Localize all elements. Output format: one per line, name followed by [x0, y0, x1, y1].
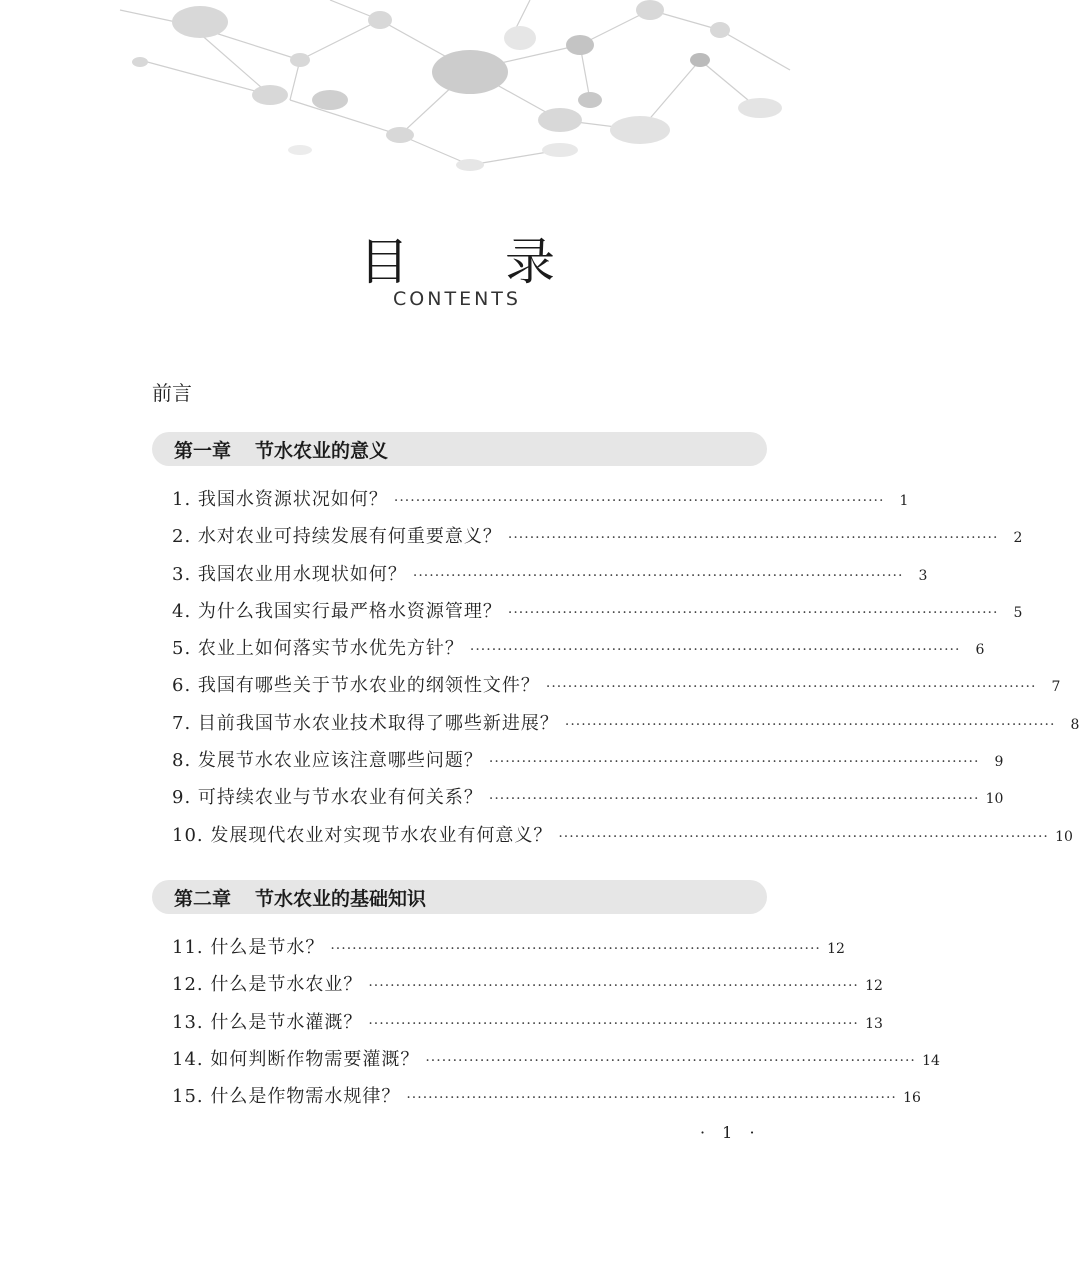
dot-leader: ·························································································· [330, 941, 821, 957]
toc-page-number: 12 [865, 978, 883, 995]
chapter-name: 节水农业的基础知识 [255, 887, 427, 910]
toc-item-text: 2. 水对农业可持续发展有何重要意义？ [172, 526, 502, 548]
page-subtitle: CONTENTS [393, 288, 521, 310]
dot-leader: ·························································································· [368, 978, 859, 995]
toc-page-number: 8 [1070, 716, 1079, 733]
dot-leader: ·························································································· [412, 567, 904, 584]
dot-leader: ·························································································· [545, 679, 1037, 696]
toc-page-number: 1 [899, 493, 909, 509]
toc-row[interactable] [172, 783, 1004, 820]
toc-item-text: 4. 为什么我国实行最严格水资源管理？ [172, 600, 502, 622]
dot-leader: ·························································································· [368, 1015, 859, 1032]
toc-row[interactable] [172, 560, 928, 597]
toc-page-number: 12 [827, 941, 845, 957]
toc-page-number: 10 [985, 791, 1004, 808]
toc-item-text: 7. 目前我国节水农业技术取得了哪些新进展？ [172, 712, 559, 734]
toc-item-text: 3. 我国农业用水现状如何？ [172, 563, 407, 585]
toc-page-number: 5 [1013, 604, 1023, 621]
toc-item-text: 8. 发展节水农业应该注意哪些问题？ [172, 750, 483, 772]
toc-row[interactable] [172, 1082, 921, 1119]
toc-row[interactable] [172, 821, 1073, 858]
dot-leader: ·························································································· [488, 791, 980, 808]
page-title: 目 录 [359, 233, 595, 291]
dot-leader: ·························································································· [488, 754, 980, 771]
dot-leader: ·························································································· [425, 1052, 916, 1069]
toc-row[interactable] [172, 709, 1079, 746]
dot-leader: ·························································································· [564, 716, 1056, 733]
dot-leader: ·························································································· [558, 828, 1049, 845]
chapter-name: 节水农业的意义 [255, 439, 389, 462]
toc-item-text: 5. 农业上如何落实节水优先方针？ [172, 638, 464, 660]
toc-page-number: 16 [903, 1090, 921, 1107]
toc-row[interactable] [172, 597, 1023, 634]
toc-row[interactable] [172, 485, 909, 522]
chapter-number: 第二章 [174, 887, 232, 910]
chapter-heading-2[interactable] [152, 880, 767, 914]
chapter-heading-1[interactable] [152, 432, 767, 466]
toc-row[interactable] [172, 970, 883, 1007]
toc-list-chapter-2 [172, 933, 940, 1119]
toc-page-number: 13 [865, 1015, 883, 1032]
toc-page-number: 3 [918, 567, 928, 584]
dot-leader: ·························································································· [507, 530, 999, 547]
toc-page-number: 10 [1055, 828, 1073, 845]
toc-item-text: 6. 我国有哪些关于节水农业的纲领性文件？ [172, 675, 540, 697]
toc-page-number: 9 [994, 754, 1004, 771]
toc-row[interactable] [172, 1045, 940, 1082]
page-number: · 1 · [700, 1123, 761, 1142]
toc-page-number: 14 [922, 1052, 940, 1069]
toc-row[interactable] [172, 933, 845, 970]
toc-row[interactable] [172, 634, 985, 671]
dot-leader: ·························································································· [507, 604, 999, 621]
toc-row[interactable] [172, 522, 1023, 559]
network-globe-decoration [0, 0, 914, 200]
toc-item-text: 10. 发展现代农业对实现节水农业有何意义？ [172, 824, 553, 846]
toc-row[interactable] [172, 746, 1004, 783]
toc-item-text: 13. 什么是节水灌溉？ [172, 1011, 363, 1033]
toc-item-text: 12. 什么是节水农业？ [172, 974, 363, 996]
toc-item-text: 11. 什么是节水？ [172, 937, 325, 958]
toc-page-number: 7 [1051, 679, 1061, 696]
dot-leader: ·························································································· [406, 1090, 897, 1107]
toc-list-chapter-1 [172, 485, 1079, 858]
toc-row[interactable] [172, 671, 1061, 708]
toc-page-number: 2 [1013, 530, 1023, 547]
chapter-number: 第一章 [174, 439, 232, 462]
toc-item-text: 15. 什么是作物需水规律？ [172, 1086, 401, 1108]
toc-item-text: 9. 可持续农业与节水农业有何关系？ [172, 787, 483, 809]
toc-item-text: 1. 我国水资源状况如何？ [172, 489, 388, 510]
toc-row[interactable] [172, 1008, 883, 1045]
dot-leader: ·························································································· [469, 642, 961, 659]
toc-item-text: 14. 如何判断作物需要灌溉？ [172, 1048, 420, 1070]
toc-entry-preface[interactable]: 前言 [152, 381, 192, 405]
dot-leader: ·························································································· [393, 493, 885, 509]
toc-page-number: 6 [975, 642, 985, 659]
